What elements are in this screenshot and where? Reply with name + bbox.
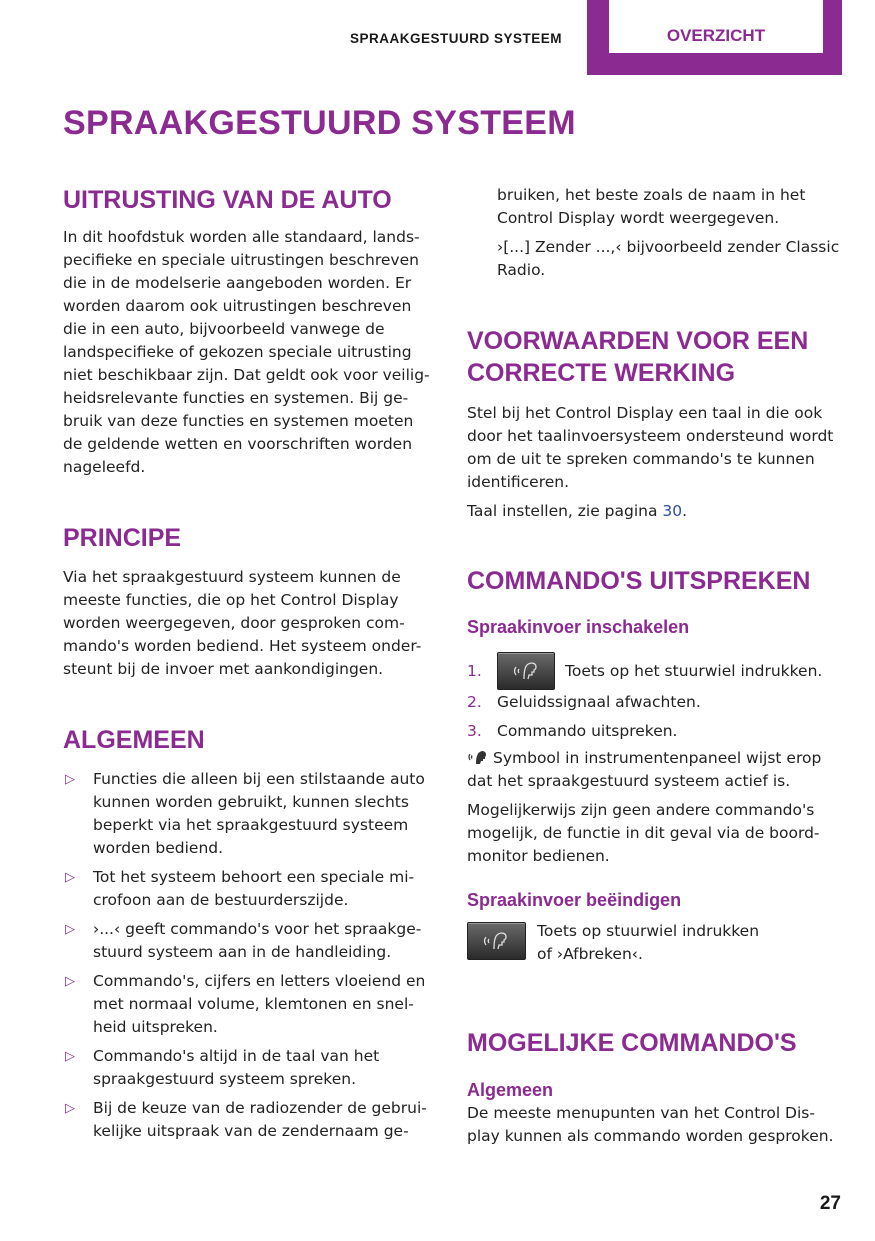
list-item: ▷ Commando's, cijfers en letters vloeiend en met normaal volume, klemtonen en snel- heid uitspreken. — [65, 972, 426, 1036]
triangle-bullet-icon: ▷ — [65, 974, 75, 989]
paragraph-mogelijk: Mogelijkerwijs zijn geen andere commando's mogelijk, de functie in dit geval via de boord- monitor bedienen. — [467, 801, 820, 865]
triangle-bullet-icon: ▷ — [65, 922, 75, 937]
heading-algemeen: ALGEMEEN — [63, 726, 205, 754]
page-link-30[interactable]: 30 — [662, 502, 683, 520]
paragraph-voorwaarden: Stel bij het Control Display een taal in die ook door het taalinvoersysteem ondersteund wordt om de uit te spreken commando's te kunnen identificeren. — [467, 404, 834, 491]
paragraph-taal: Taal instellen, zie pagina 30. — [467, 502, 688, 520]
list-item: ▷ ›...‹ geeft commando's voor het spraakge- stuurd systeem aan in de handleiding. — [65, 920, 422, 961]
triangle-bullet-icon: ▷ — [65, 1101, 75, 1116]
list-item: 3. Commando uitspreken. — [467, 722, 678, 740]
paragraph-uitrusting: In dit hoofdstuk worden alle standaard, lands- pecifieke en speciale uitrustingen beschreven die in de modelserie aangeboden worden. Er worden daarom ook uitrustingen beschreven die in een auto, bijvoorbeeld vanwege de landspecifieke of gekozen speciale uitrusting niet beschikbaar zijn. Dat geldt ook voor veilig- heidsrelevante functies en systemen. Bij ge- bruik van deze functies en systemen moeten de geldende wetten en voorschriften worden nageleefd. — [63, 228, 430, 476]
page-number: 27 — [819, 1193, 841, 1214]
paragraph-mogelijke: De meeste menupunten van het Control Dis- play kunnen als commando worden gesproken. — [467, 1104, 834, 1145]
list-item: ▷ Commando's altijd in de taal van het spraakgestuurd systeem spreken. — [65, 1047, 380, 1088]
heading-uitrusting: UITRUSTING VAN DE AUTO — [63, 186, 392, 214]
header-tab[interactable] — [587, 0, 842, 75]
section-voorwaarden — [467, 325, 847, 523]
subheading-algemeen: Algemeen — [467, 1080, 554, 1100]
heading-mogelijke: MOGELIJKE COMMANDO'S — [467, 1029, 797, 1057]
subheading-beeindigen: Spraakinvoer beëindigen — [467, 890, 682, 910]
subheading-inschakelen: Spraakinvoer inschakelen — [467, 617, 690, 637]
steps-list — [467, 651, 847, 743]
list-item: ▷ Tot het systeem behoort een speciale mi- crofoon aan de bestuurderszijde. — [65, 868, 415, 909]
section-commandos — [467, 565, 847, 966]
section-continuation — [467, 184, 847, 282]
page-title: SPRAAKGESTUURD SYSTEEM — [63, 104, 576, 142]
paragraph-beeindigen: Toets op stuurwiel indrukken of ›Afbreken‹. — [537, 922, 760, 963]
bullet-list-algemeen — [63, 768, 438, 1143]
section-algemeen — [63, 724, 438, 1149]
paragraph-continuation-2: ›[...] Zender ...,‹ bijvoorbeeld zender Classic Radio. — [497, 238, 840, 279]
triangle-bullet-icon: ▷ — [65, 1049, 75, 1064]
speaking-head-icon — [467, 749, 489, 765]
section-uitrusting — [63, 184, 438, 479]
heading-voorwaarden: VOORWAARDEN VOOR EEN CORRECTE WERKING — [467, 327, 809, 387]
header-tab-label: OVERZICHT — [609, 0, 823, 53]
voice-button-icon — [497, 652, 555, 690]
triangle-bullet-icon: ▷ — [65, 772, 75, 787]
paragraph-continuation-1: bruiken, het beste zoals de naam in het Control Display wordt weergegeven. — [497, 186, 806, 227]
beeindigen-row — [467, 920, 847, 966]
paragraph-principe: Via het spraakgestuurd systeem kunnen de meeste functies, die op het Control Display worden weergegeven, door gesproken com- mando's worden bediend. Het systeem onder- steunt bij de invoer met aankondigingen. — [63, 568, 422, 678]
section-mogelijke — [467, 1027, 847, 1148]
list-item: ▷ Bij de keuze van de radiozender de gebrui- kelijke uitspraak van de zendernaam ge- — [65, 1099, 427, 1140]
list-item: ▷ Functies die alleen bij een stilstaande auto kunnen worden gebruikt, kunnen slechts beperkt via het spraakgestuurd systeem worden bediend. — [65, 770, 425, 857]
paragraph-symbol: Symbool in instrumentenpaneel wijst erop dat het spraakgestuurd systeem actief is. — [467, 749, 822, 790]
list-item: 2. Geluidssignaal afwachten. — [467, 693, 701, 711]
section-principe — [63, 522, 438, 681]
voice-button-icon — [467, 922, 526, 960]
triangle-bullet-icon: ▷ — [65, 870, 75, 885]
heading-principe: PRINCIPE — [63, 524, 182, 552]
header-section-title: SPRAAKGESTUURD SYSTEEM — [349, 31, 562, 46]
list-item: 1. Toets op het stuurwiel indrukken. — [467, 651, 847, 691]
heading-commandos: COMMANDO'S UITSPREKEN — [467, 567, 811, 595]
